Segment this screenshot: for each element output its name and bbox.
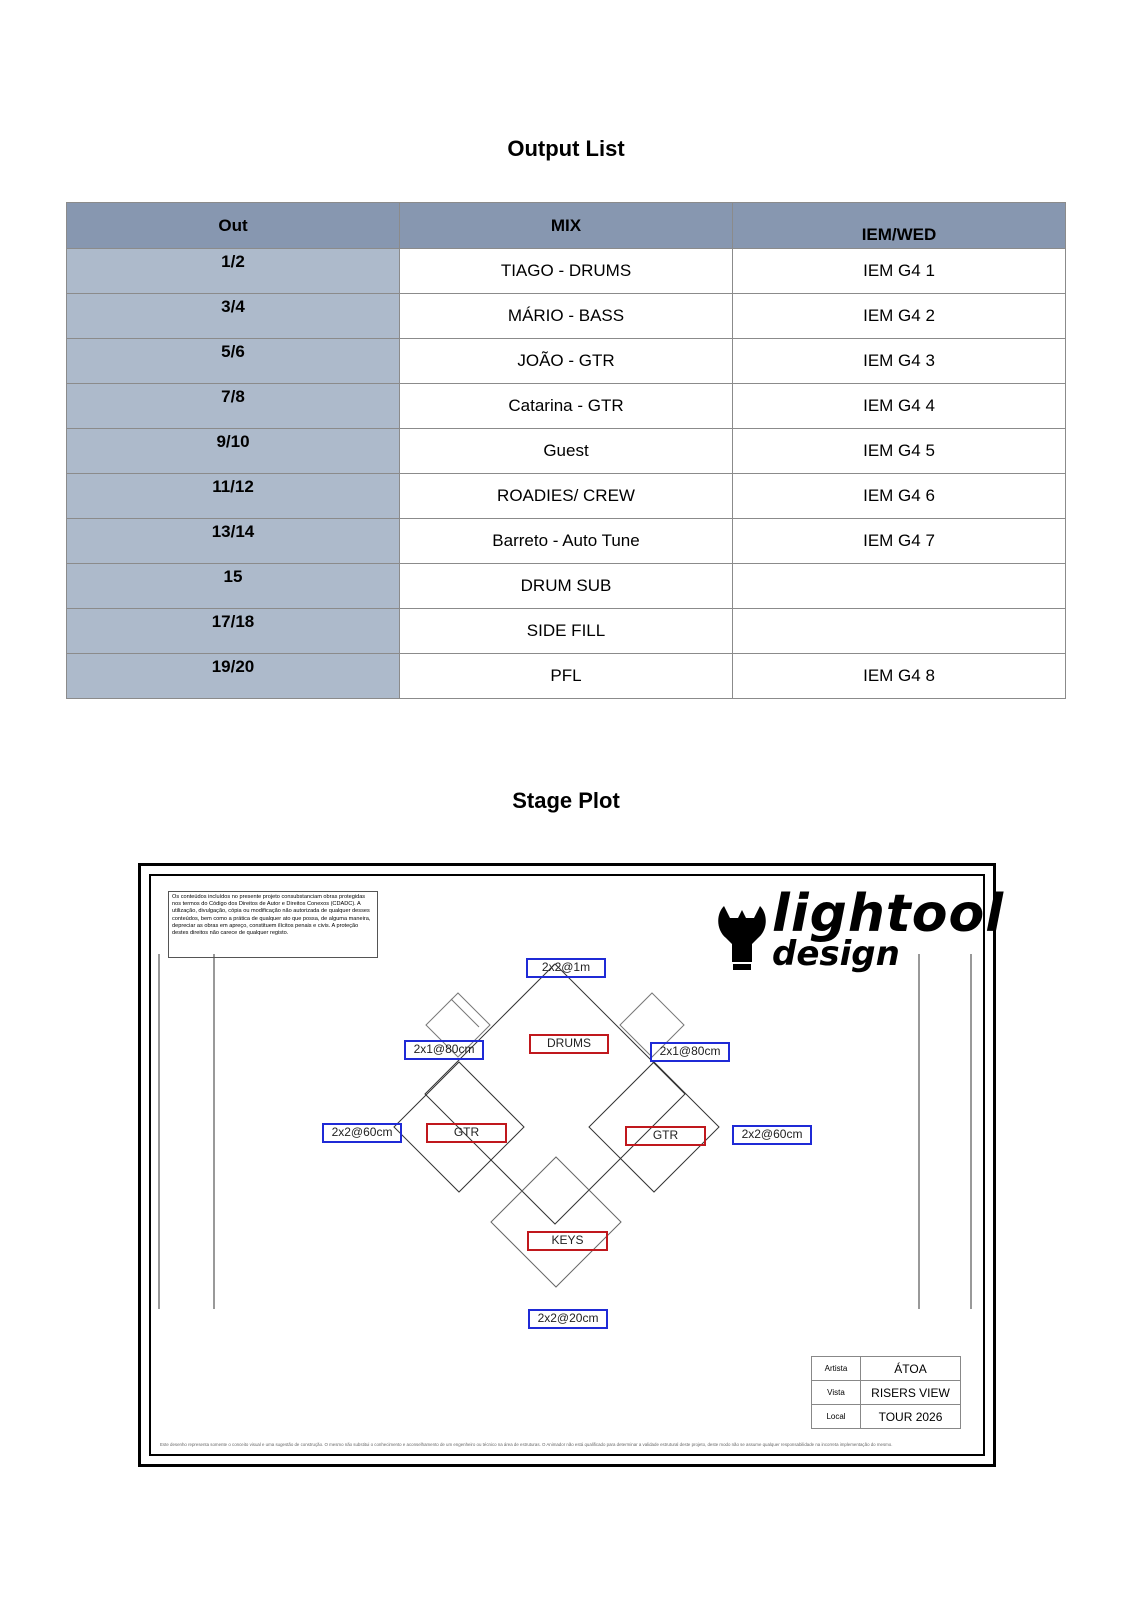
cell-iem: IEM G4 8: [733, 654, 1066, 699]
cell-iem: IEM G4 3: [733, 339, 1066, 384]
stage-plot-title: Stage Plot: [512, 788, 620, 813]
cell-iem: IEM G4 5: [733, 429, 1066, 474]
table-row: [67, 294, 1066, 339]
cell-iem: IEM G4 6: [733, 474, 1066, 519]
cell-mix: PFL: [400, 654, 733, 699]
cell-iem: IEM G4 7: [733, 519, 1066, 564]
title-block-value: TOUR 2026: [861, 1405, 961, 1429]
keys-riser-shape: [491, 1157, 621, 1287]
copyright-notice: Os conteúdos incluídos no presente projeto consubstanciam obras protegidas nos termos do Código dos Direitos de Autor e Direitos Conexos (CDADC). A utilização, divulgação, cópia ou modificação não autorizada de qualquer desses conteúdos, bem como a prática de qualquer ato que possa, de alguma maneira, depreciar as obras em apreço, constituem ilícitos penais e civis. A proteção destes direitos não carece de qualquer registo.: [168, 891, 378, 958]
cell-out: 7/8: [67, 384, 400, 429]
cell-mix: SIDE FILL: [400, 609, 733, 654]
table-row: [67, 609, 1066, 654]
table-row: [67, 519, 1066, 564]
riser-label-right: 2x2@60cm: [732, 1125, 812, 1145]
header-mix: MIX: [400, 203, 733, 249]
cell-out: 17/18: [67, 609, 400, 654]
cell-iem: IEM G4 1: [733, 249, 1066, 294]
table-row: [67, 339, 1066, 384]
drums-riser-shape: [425, 964, 685, 1224]
cell-out: 15: [67, 564, 400, 609]
title-block-key: Vista: [812, 1381, 861, 1405]
position-label-gtr-right: GTR: [625, 1126, 706, 1146]
cell-mix: Guest: [400, 429, 733, 474]
cell-iem: [733, 609, 1066, 654]
table-row: [67, 384, 1066, 429]
title-block-key: Local: [812, 1405, 861, 1429]
cell-mix: Catarina - GTR: [400, 384, 733, 429]
riser-label-top: 2x2@1m: [526, 958, 606, 978]
title-block-value: ÁTOA: [861, 1357, 961, 1381]
cell-mix: TIAGO - DRUMS: [400, 249, 733, 294]
cell-out: 5/6: [67, 339, 400, 384]
table-row: [67, 429, 1066, 474]
cell-out: 13/14: [67, 519, 400, 564]
header-iem: IEM/WED: [733, 203, 1066, 249]
cell-mix: MÁRIO - BASS: [400, 294, 733, 339]
logo-word-lightool: lightool: [772, 884, 1005, 944]
position-label-gtr-left: GTR: [426, 1123, 507, 1143]
riser-label-bottom: 2x2@20cm: [528, 1309, 608, 1329]
title-block-value: RISERS VIEW: [861, 1381, 961, 1405]
cell-mix: Barreto - Auto Tune: [400, 519, 733, 564]
output-list-title: Output List: [507, 136, 625, 161]
table-row: [67, 474, 1066, 519]
cell-out: 1/2: [67, 249, 400, 294]
title-block-table: [811, 1356, 961, 1429]
riser-label-right-small: 2x1@80cm: [650, 1042, 730, 1062]
table-row: [67, 249, 1066, 294]
riser-label-left-small: 2x1@80cm: [404, 1040, 484, 1060]
disclaimer-text: Este desenho representa somente o conceito visual e uma sugestão de construção. O mesmo não substitui o conhecimento e aconselhamento de um engenheiro ou técnico na área de estruturas. O Animador não está qualificado para determinar a validade estrutural deste projeto, deste modo não se assume qualquer responsabilidade na incorreta implementação do mesmo.: [160, 1442, 893, 1447]
cell-out: 9/10: [67, 429, 400, 474]
title-block-key: Artista: [812, 1357, 861, 1381]
cell-iem: IEM G4 4: [733, 384, 1066, 429]
title-block-row: [812, 1405, 961, 1429]
cell-out: 3/4: [67, 294, 400, 339]
header-out: Out: [67, 203, 400, 249]
table-row: [67, 564, 1066, 609]
cell-out: 19/20: [67, 654, 400, 699]
cell-mix: DRUM SUB: [400, 564, 733, 609]
cell-mix: ROADIES/ CREW: [400, 474, 733, 519]
output-list-table: [66, 202, 1066, 699]
position-label-drums: DRUMS: [529, 1034, 609, 1054]
title-block-row: [812, 1381, 961, 1405]
position-label-keys: KEYS: [527, 1231, 608, 1251]
cell-mix: JOÃO - GTR: [400, 339, 733, 384]
cell-out: 11/12: [67, 474, 400, 519]
table-row: [67, 654, 1066, 699]
riser-label-left: 2x2@60cm: [322, 1123, 402, 1143]
title-block-row: [812, 1357, 961, 1381]
logo-word-design: design: [772, 934, 900, 974]
table-header-row: [67, 203, 1066, 249]
cell-iem: [733, 564, 1066, 609]
cell-iem: IEM G4 2: [733, 294, 1066, 339]
